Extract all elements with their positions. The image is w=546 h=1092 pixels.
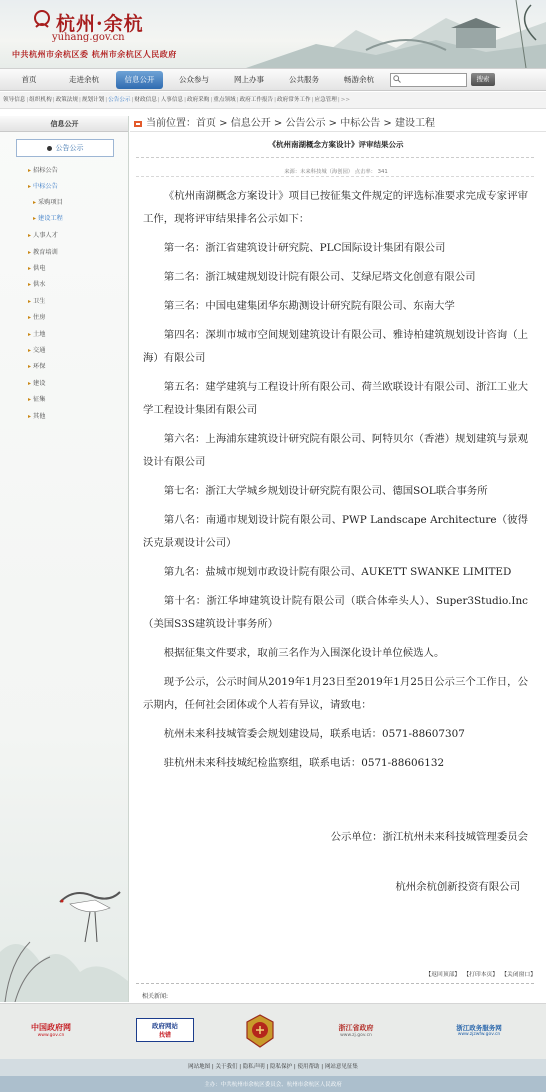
zj-service-logo-title: 浙江政务服务网 (456, 1024, 502, 1032)
zj-service-logo-link[interactable] (442, 1018, 516, 1042)
sidebar-item-building[interactable]: ▸ 建设 (28, 379, 45, 388)
search-button[interactable]: 搜索 (471, 73, 495, 86)
gov-site-logo-sub: 找错 (158, 1032, 171, 1039)
article-paragraph: 第八名：南通市规划设计院有限公司、PWP Landscape Architecture（彼得沃克景观设计公司） (143, 514, 528, 549)
print-link[interactable]: 【打印本页】 (466, 972, 499, 978)
subnav-more[interactable]: >> (340, 97, 351, 103)
article-paragraph: 第十名：浙江华坤建筑设计院有限公司（联合体牵头人）、Super3Studio.Inc（美国S3S建筑设计事务所） (143, 595, 528, 630)
footer-nav[interactable]: 网站地图 | 关于我们 | 隐私声明 | 隐私保护 | 使用帮助 | 网站意见征集 (0, 1059, 546, 1076)
main-nav (0, 68, 546, 91)
subnav-item[interactable]: 规划计划 (81, 97, 105, 103)
sidebar-item-other[interactable]: ▸ 其他 (28, 412, 45, 421)
party-emblem-icon[interactable] (245, 1014, 275, 1048)
article-title: 《杭州南湖概念方案设计》评审结果公示 (268, 140, 404, 149)
gov-cn-logo-sub: www.gov.cn (37, 1033, 65, 1038)
divider (136, 176, 534, 177)
sidebar-item-procurement[interactable]: ▸ 采购项目 (33, 198, 63, 207)
article-paragraph: 第五名：建学建筑与工程设计所有限公司、荷兰欧联设计有限公司、浙江工业大学工程设计集团有限公司 (143, 381, 528, 416)
search-icon (393, 75, 401, 83)
article-paragraph: 驻杭州未来科技城纪检监察组，联系电话：0571-88606132 (163, 757, 445, 769)
article-paragraph: 第六名：上海浦东建筑设计研究院有限公司、阿特贝尔（香港）规划建筑与景观设计有限公司 (143, 433, 528, 468)
sidebar-item-award-notice[interactable]: ▸ 中标公告 (28, 182, 58, 191)
subnav-item[interactable]: 应急管理 (314, 97, 337, 103)
bullet-icon (47, 146, 52, 151)
subnav-item[interactable]: 财政信息 (134, 97, 157, 103)
gov-cn-logo-title: 中国政府网 (31, 1023, 71, 1032)
crane-illustration (0, 842, 129, 1002)
subnav-item[interactable]: 政策法规 (55, 97, 78, 103)
breadcrumb (130, 116, 546, 132)
sidebar-section-button[interactable] (16, 139, 114, 157)
subnav-item[interactable]: 领导信息 (3, 97, 26, 103)
breadcrumb-construction[interactable]: 建设工程 (395, 118, 435, 129)
zj-gov-logo-title: 浙江省政府 (338, 1023, 374, 1032)
article-paragraph: 《杭州南湖概念方案设计》项目已按征集文件规定的评选标准要求完成专家评审工作，现将评审结果排名公示如下： (143, 190, 528, 225)
nav-item-public-service[interactable]: 公共服务 (289, 75, 319, 84)
article-paragraph: 第四名：深圳市城市空间规划建筑设计有限公司、雅诗柏建筑规划设计咨询（上海）有限公司 (143, 329, 528, 364)
nav-item-info-open[interactable]: 信息公开 (116, 71, 163, 89)
related-news-label: 相关新闻: (142, 993, 169, 1000)
article-paragraph: 第七名：浙江大学城乡规划设计研究院有限公司、德国SOL联合事务所 (163, 485, 488, 497)
subnav-item[interactable]: 政府常务工作 (277, 97, 311, 103)
breadcrumb-award[interactable]: 中标公告 (340, 118, 381, 129)
site-logo-text[interactable]: 杭州·余杭 (56, 13, 144, 35)
article-paragraph: 根据征集文件要求，取前三名作为入围深化设计单位候选人。 (163, 647, 445, 659)
sidebar-header: 信息公开 (0, 116, 129, 132)
article-signature-company: 杭州余杭创新投资有限公司 (395, 881, 520, 893)
breadcrumb-sep: > (380, 118, 395, 129)
article-meta: 来源：未来科技城（海创园） 点击率： 341 (284, 169, 388, 175)
zj-gov-logo-link[interactable] (326, 1018, 386, 1042)
gov-site-logo-title: 政府网站 (152, 1022, 178, 1030)
breadcrumb-sep: > (270, 118, 286, 129)
footer-links-bar (0, 1003, 546, 1059)
article-paragraph: 杭州未来科技城管委会规划建设局，联系电话：0571-88607307 (163, 728, 465, 740)
subnav-item-current[interactable]: 公告公示 (108, 97, 131, 103)
sidebar-item-traffic[interactable]: ▸ 交通 (28, 346, 45, 355)
sidebar-item-environment[interactable]: ▸ 环保 (28, 362, 45, 371)
zj-gov-logo-sub: www.zj.gov.cn (340, 1032, 372, 1038)
gov-site-error-report-link[interactable] (136, 1018, 194, 1042)
sidebar-item-bid-notice[interactable]: ▸ 招标公告 (28, 166, 58, 175)
sidebar-section-label: 公告公示 (55, 144, 84, 152)
breadcrumb-info-open[interactable]: 信息公开 (230, 118, 271, 129)
sidebar-item-land[interactable]: ▸ 土地 (28, 330, 45, 339)
zj-service-logo-sub: www.zjzwfw.gov.cn (457, 1032, 501, 1037)
nav-item-home[interactable]: 首页 (21, 75, 37, 84)
article-paragraph: 现予公示，公示时间从2019年1月23日至2019年1月25日公示三个工作日，公示期内，任何社会团体或个人若有异议，请致电： (143, 676, 528, 711)
sidebar-item-housing[interactable]: ▸ 住房 (28, 313, 45, 322)
sub-nav: 领导信息|组织机构|政策法规|规划计划|公告公示|财政信息|人事信息|政府采购|重点领域|政府工作报告|政府常务工作|应急管理|>> (0, 92, 546, 109)
gov-cn-logo-link[interactable] (20, 1018, 82, 1042)
subnav-item[interactable]: 重点领域 (213, 97, 236, 103)
site-banner (0, 0, 546, 68)
sidebar-item-education[interactable]: ▸ 教育培训 (28, 248, 58, 257)
nav-item-online-service[interactable]: 网上办事 (234, 75, 264, 84)
subnav-item[interactable]: 政府采购 (186, 97, 210, 103)
sidebar-item-power[interactable]: ▸ 供电 (28, 264, 45, 273)
sidebar-item-water[interactable]: ▸ 供水 (28, 280, 45, 289)
breadcrumb-home[interactable]: 首页 (196, 118, 216, 129)
city-logo-icon (33, 9, 51, 31)
article-signature-org: 公示单位：浙江杭州未来科技城管理委员会 (330, 831, 528, 843)
breadcrumb-sep: > (216, 118, 231, 129)
breadcrumb-sep: > (325, 118, 341, 129)
subnav-item[interactable]: 组织机构 (29, 97, 52, 103)
site-org-line: 中共杭州市余杭区委 杭州市余杭区人民政府 (12, 50, 177, 59)
sidebar-item-health[interactable]: ▸ 卫生 (28, 297, 45, 306)
breadcrumb-prefix: 当前位置： (146, 118, 196, 129)
divider (136, 157, 534, 158)
article-paragraph: 第二名：浙江城建规划设计院有限公司、艾绿尼塔文化创意有限公司 (163, 271, 476, 283)
subnav-item[interactable]: 人事信息 (160, 97, 184, 103)
site-logo-url: yuhang.gov.cn (52, 32, 125, 43)
article-paragraph: 第九名：盐城市规划市政设计院有限公司、AUKETT SWANKE LIMITED (163, 566, 512, 578)
landscape-illustration (246, 0, 546, 68)
article-paragraph: 第一名：浙江省建筑设计研究院、PLC国际设计集团有限公司 (163, 242, 446, 254)
article-paragraph: 第三名：中国电建集团华东勘测设计研究院有限公司、东南大学 (163, 300, 455, 312)
nav-item-tourism[interactable]: 畅游余杭 (344, 75, 374, 84)
subnav-item[interactable]: 政府工作报告 (239, 97, 274, 103)
nav-item-public-participation[interactable]: 公众参与 (179, 75, 209, 84)
article-body (143, 185, 528, 781)
article-tools (130, 969, 536, 978)
nav-item-about[interactable]: 走进余杭 (69, 75, 99, 84)
search-input[interactable] (390, 73, 467, 87)
sidebar-item-construction[interactable]: ▸ 建设工程 (33, 214, 63, 223)
sidebar-item-collection[interactable]: ▸ 征集 (28, 395, 45, 404)
close-window-link[interactable]: 【关闭窗口】 (504, 972, 536, 978)
sidebar (0, 116, 129, 1002)
divider (136, 983, 534, 984)
footer-host: 主办：中共杭州市余杭区委员会、杭州市余杭区人民政府 (0, 1076, 546, 1092)
back-to-top-link[interactable]: 【返回顶部】 (425, 972, 461, 978)
breadcrumb-notices[interactable]: 公告公示 (285, 118, 326, 129)
sidebar-item-personnel[interactable]: ▸ 人事人才 (28, 231, 58, 240)
